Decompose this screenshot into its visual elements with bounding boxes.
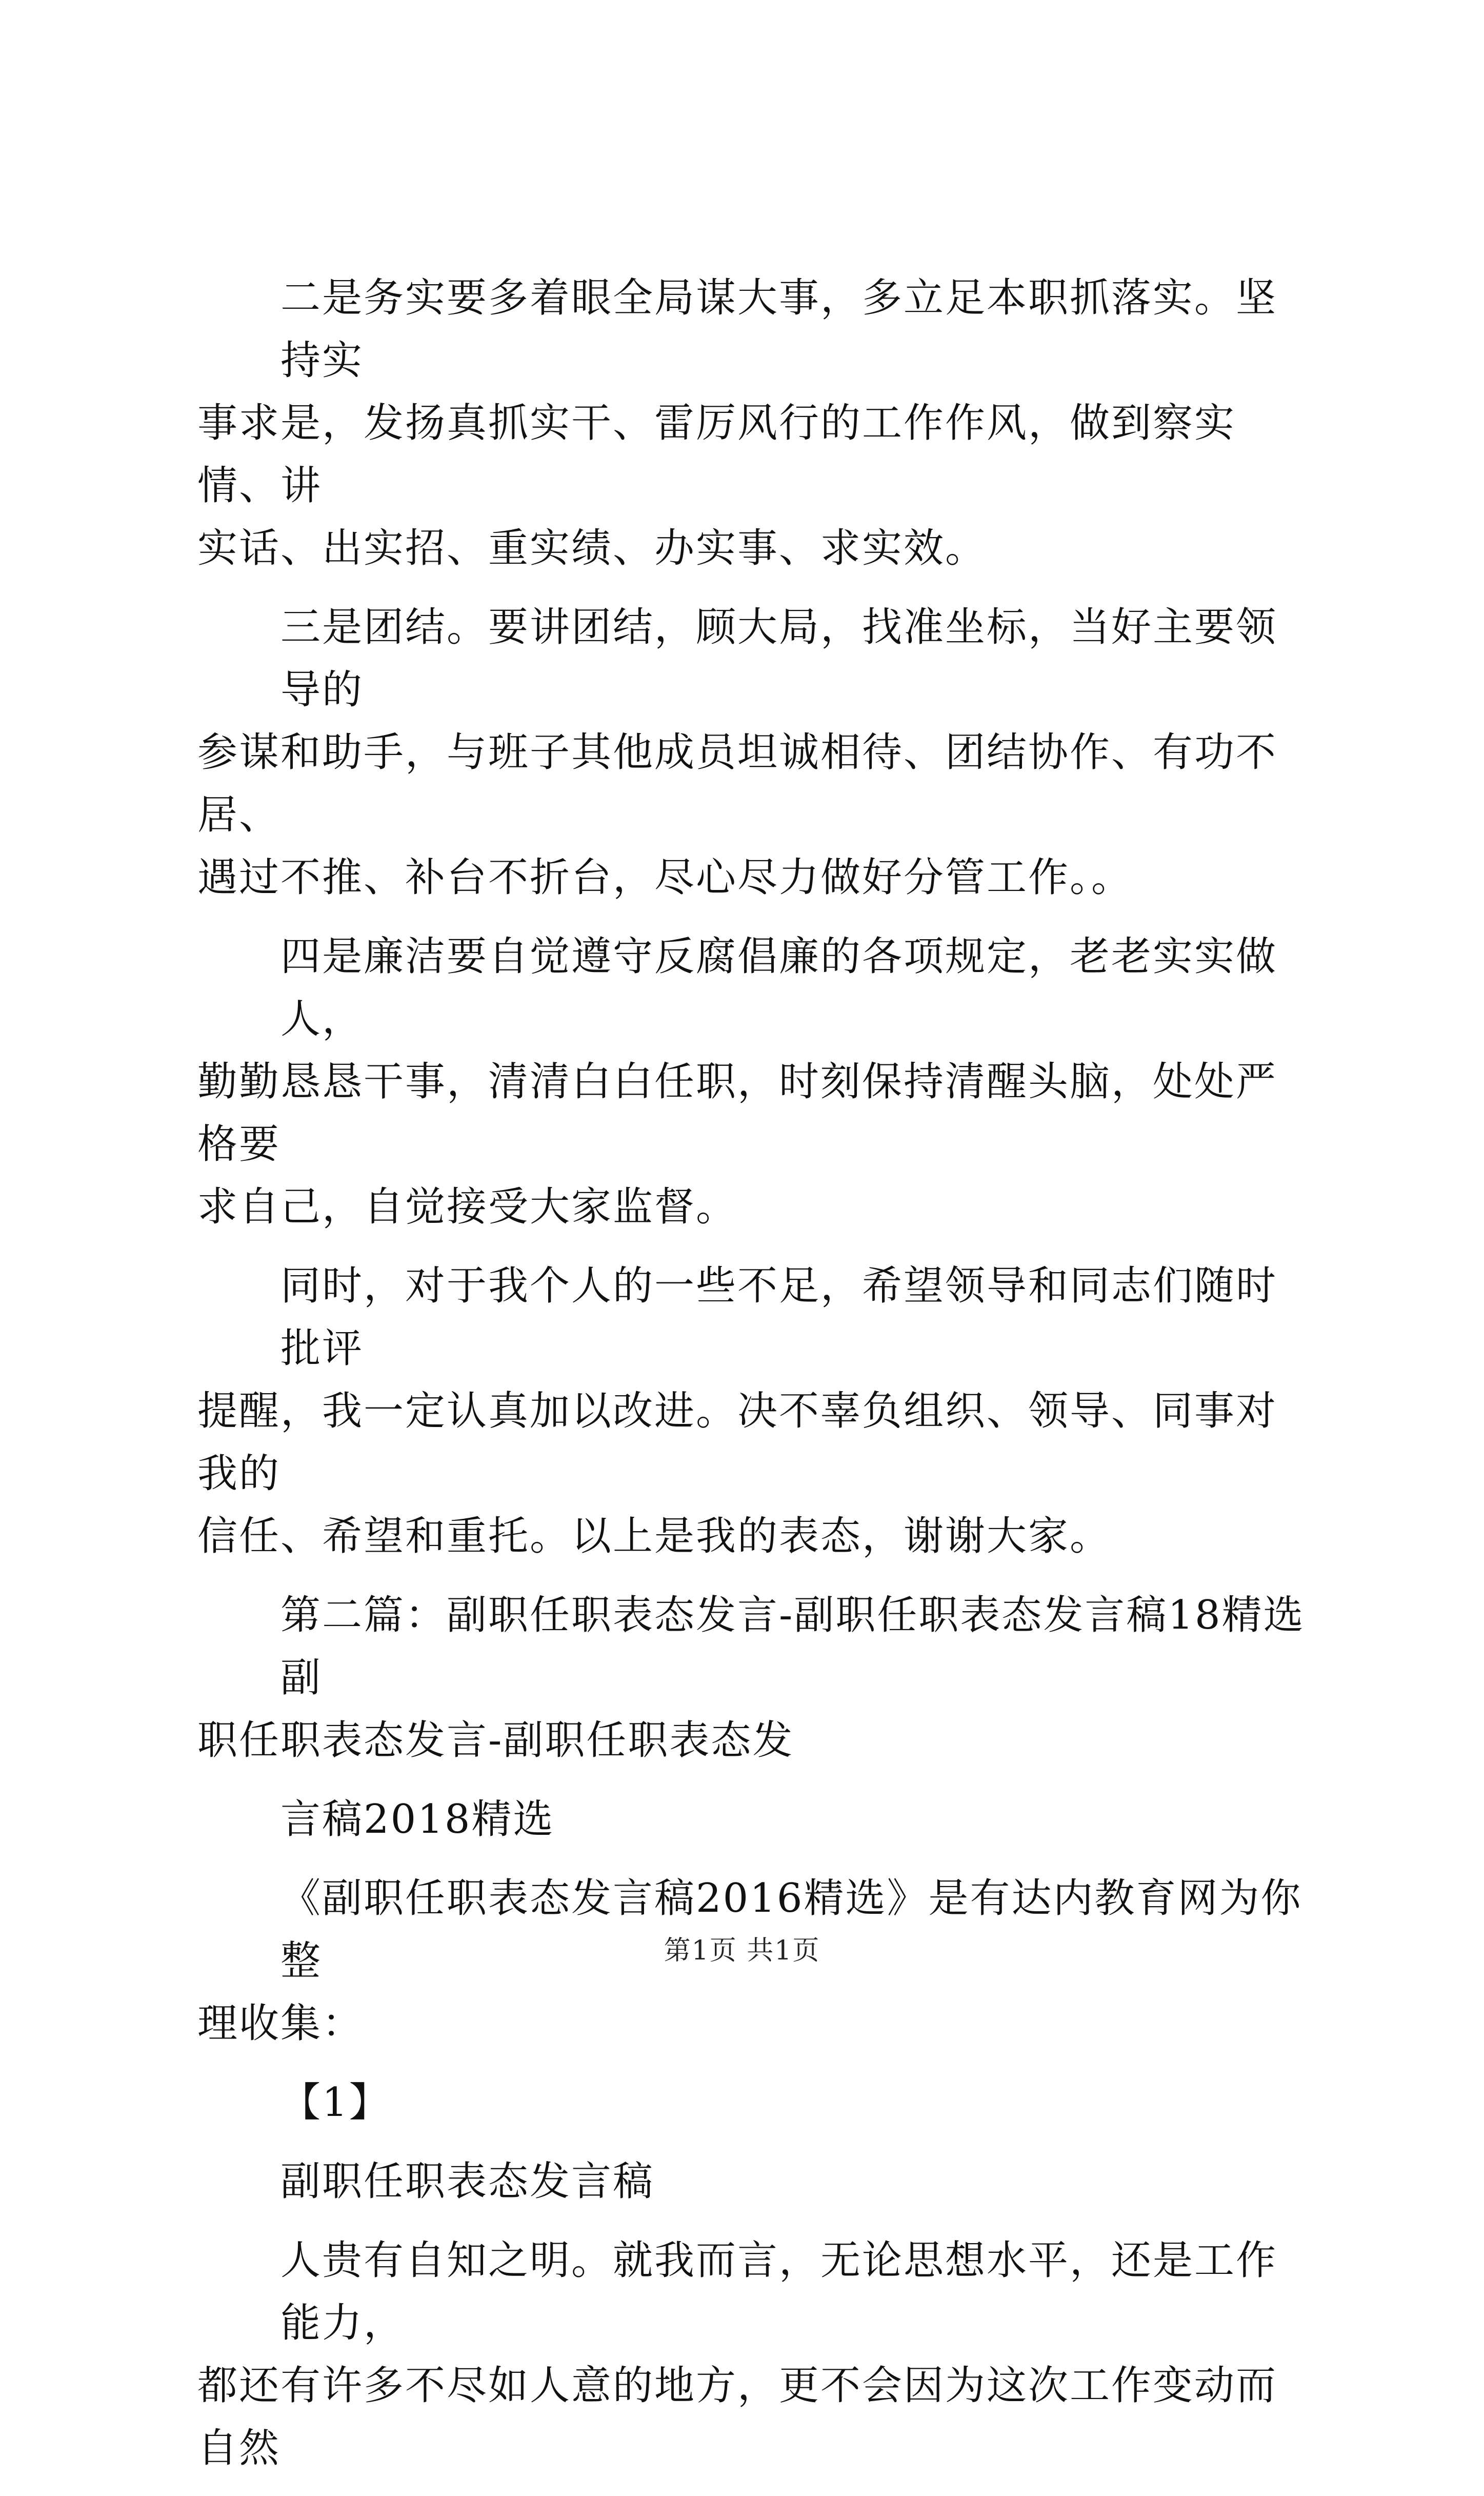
paragraph-line: 《副职任职表态发言稿2016精选》是有达内教育网为你整 — [280, 1875, 1302, 1984]
paragraph-10 — [197, 2229, 1305, 2480]
paragraph-line: 二是务实要多着眼全局谋大事，多立足本职抓落实。坚持实 — [280, 275, 1278, 384]
paragraph-4 — [197, 1255, 1305, 1568]
document-body — [197, 267, 1305, 2496]
paragraph-line: 四是廉洁要自觉遵守反腐倡廉的各项规定，老老实实做人， — [280, 934, 1278, 1042]
paragraph-line: 人贵有自知之明。就我而言，无论思想水平，还是工作能力， — [280, 2237, 1278, 2346]
paragraph-line: 勤勤恳恳干事，清清白白任职，时刻保持清醒头脑，处处严格要 — [197, 1059, 1278, 1167]
paragraph-line: 副职任职表态发言稿 — [280, 2158, 655, 2205]
paragraph-6 — [197, 1788, 1305, 1851]
paragraph-line: 理收集： — [197, 2000, 364, 2047]
paragraph-line: 提醒，我一定认真加以改进。决不辜负组织、领导、同事对我的 — [197, 1388, 1278, 1497]
subtitle — [197, 2150, 1305, 2213]
paragraph-line: 遇过不推、补台不折台，尽心尽力做好分管工作。。 — [197, 855, 1133, 901]
paragraph-line: 都还有许多不尽如人意的地方，更不会因为这次工作变动而自然 — [197, 2363, 1278, 2471]
paragraph-line: 言稿2018精选 — [280, 1796, 555, 1843]
paragraph-line: 事求是，发扬真抓实干、雷厉风行的工作作风，做到察实情、讲 — [197, 400, 1236, 509]
paragraph-3 — [197, 925, 1305, 1238]
paragraph-line: 信任、希望和重托。以上是我的表态，谢谢大家。 — [197, 1513, 1112, 1559]
paragraph-line: 职任职表态发言-副职任职表态发 — [197, 1717, 794, 1764]
page-footer: 第1页 共1页 — [664, 1935, 820, 1966]
paragraph-2 — [197, 596, 1305, 909]
paragraph-1 — [197, 267, 1305, 580]
item-number — [197, 2071, 1305, 2134]
paragraph-line: 【1】 — [280, 2079, 391, 2126]
paragraph-line: 同时，对于我个人的一些不足，希望领导和同志们随时批评 — [280, 1263, 1278, 1372]
paragraph-line: 求自己，自觉接受大家监督。 — [197, 1184, 738, 1230]
paragraph-line: 三是团结。要讲团结，顾大局，找准坐标，当好主要领导的 — [280, 604, 1278, 713]
paragraph-line: 参谋和助手，与班子其他成员坦诚相待、团结协作、有功不居、 — [197, 729, 1278, 838]
paragraph-line: 实话、出实招、重实绩、办实事、求实效。 — [197, 525, 987, 571]
paragraph-line: 第二篇：副职任职表态发言-副职任职表态发言稿18精选副 — [280, 1592, 1305, 1701]
section-heading-part-two — [197, 1584, 1305, 1772]
